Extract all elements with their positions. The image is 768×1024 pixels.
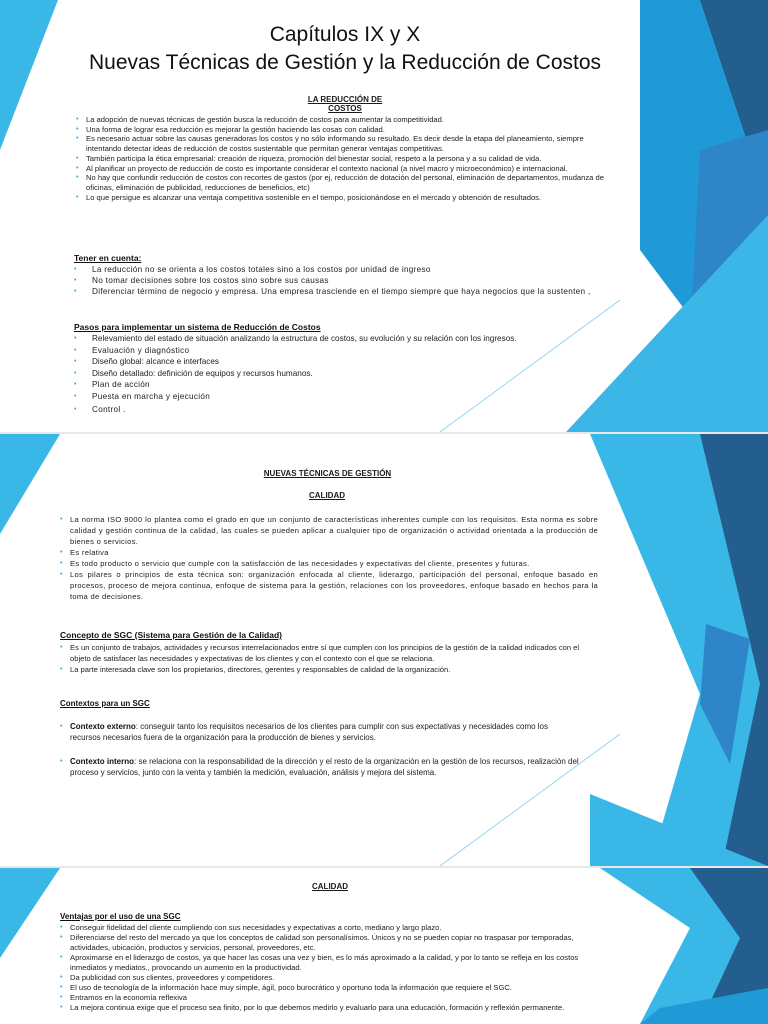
list-item-text: Al planificar un proyecto de reducción de costo es importante considerar el contexto nacional (a nivel macro y microeconómico) e internacional. <box>86 163 568 173</box>
list-item-text: No tomar decisiones sobre los costos sino sobre sus causas <box>92 276 329 285</box>
list-item-text: Diferenciar término de negocio y empresa. Una empresa trasciende en el tiempo siempre que haya negocios que la sustenten , <box>92 287 591 296</box>
section-title: LA REDUCCIÓN DE COSTOS <box>307 95 383 113</box>
bullet-icon: • <box>60 1004 63 1011</box>
bullet-icon: • <box>60 516 63 523</box>
reduccion-bullets <box>76 115 608 202</box>
list-item <box>60 953 600 973</box>
list-item <box>76 164 608 174</box>
list-item <box>60 547 598 558</box>
list-item-text: Da publicidad con sus clientes, proveedores y competidores. <box>70 973 275 982</box>
list-item-text: Entramos en la economía reflexiva <box>70 993 187 1002</box>
list-item-text: Conseguir fidelidad del cliente cumpliendo con sus necesidades y expectativas a corto, mediano y largo plazo. <box>70 923 442 932</box>
slide-calidad-ventajas <box>0 868 768 1024</box>
bullet-icon: • <box>60 723 63 730</box>
list-item-text: Evaluación y diagnóstico <box>92 345 190 355</box>
list-item-text: Puesta en marcha y ejecución <box>92 391 211 401</box>
list-item-text: Es necesario actuar sobre las causas generadoras los costos y no sólo informando su resultado. Es decir desde la etapa del planeamiento, siempre intentando detectar ideas de reducción de costos sustentable que permitan generar ventajas competitivas. <box>86 134 584 154</box>
list-item <box>60 558 598 569</box>
bullet-icon: • <box>74 406 77 413</box>
section-subtitle: CALIDAD <box>309 491 345 500</box>
pasos-list <box>74 333 614 417</box>
bullet-icon: • <box>76 116 79 123</box>
contexto-interno-label: Contexto interno <box>70 757 134 766</box>
list-item-text: Es relativa <box>70 548 109 557</box>
list-item-text: Diseño detallado: definición de equipos y recursos humanos. <box>92 368 313 378</box>
list-item <box>74 379 614 391</box>
list-item <box>74 391 614 403</box>
list-item-text: También participa la ética empresarial: creación de riqueza, promoción del bienestar social, respeto a la persona y a su calidad de vida. <box>86 153 542 163</box>
bullet-icon: • <box>60 560 63 567</box>
list-item <box>60 973 600 983</box>
list-item <box>74 264 594 275</box>
list-item <box>60 664 598 675</box>
list-item-text: Lo que persigue es alcanzar una ventaja competitiva sostenible en el tiempo, posicionándose en el mercado y obtención de resultados. <box>86 192 542 202</box>
bullet-icon: • <box>60 974 63 981</box>
list-item-text: La parte interesada clave son los propietarios, directores, gerentes y responsables de calidad de la organización. <box>70 665 451 674</box>
list-item-text: Control . <box>92 405 126 414</box>
list-item <box>60 642 598 664</box>
list-item-text: Los pilares o principios de esta técnica son: organización enfocada al cliente, liderazgo, participación del personal, enfoque basado en procesos, proceso de mejora continua, enfoque de sistema para la gestión, relaciones con los proveedores, enfoque basado en hechos para la toma de decisiones. <box>70 570 598 601</box>
bullet-icon: • <box>74 392 77 400</box>
list-item-text: No hay que confundir reducción de costos con recortes de gastos (por ej, reducción de dotación del personal, eliminación de departamentos, mudanza de oficinas, eliminación de publicidad, reducciones de beneficios, etc) <box>86 173 604 192</box>
list-item <box>76 125 608 135</box>
slide1-content <box>0 0 768 432</box>
pasos-title: Pasos para implementar un sistema de Reducción de Costos <box>74 322 321 332</box>
contexto-interno <box>60 756 608 778</box>
bullet-icon: • <box>60 644 63 651</box>
list-item <box>74 402 614 417</box>
bullet-icon: • <box>74 369 77 377</box>
list-item-text: Relevamiento del estado de situación analizando la estructura de costos, su evolución y su relación con los ingresos. <box>92 334 517 343</box>
slide-nuevas-tecnicas <box>0 434 768 866</box>
list-item <box>76 173 608 192</box>
tener-list <box>74 264 594 297</box>
tener-title: Tener en cuenta: <box>74 253 142 263</box>
contexto-interno-text: : se relaciona con la responsabilidad de la dirección y el resto de la organización en la gestión de los recursos, realización del proceso y servicios, junto con la venta y también la medición, evaluación, análisis y mejora del sistema. <box>70 757 579 777</box>
list-item <box>74 286 594 297</box>
sgc-title: Concepto de SGC (Sistema para Gestión de la Calidad) <box>60 630 282 640</box>
bullet-icon: • <box>76 135 79 143</box>
list-item <box>76 193 608 203</box>
slide3-content <box>0 868 768 1024</box>
list-item-text: La reducción no se orienta a los costos totales sino a los costos por unidad de ingreso <box>92 265 431 274</box>
bullet-icon: • <box>60 549 63 556</box>
list-item <box>76 134 608 153</box>
ventajas-list <box>60 923 600 1013</box>
list-item-text: La adopción de nuevas técnicas de gestión busca la reducción de costos para aumentar la competitividad. <box>86 115 444 124</box>
list-item <box>60 993 600 1003</box>
bullet-icon: • <box>74 381 77 388</box>
list-item <box>60 933 600 953</box>
list-item-text: La mejora continua exige que el proceso sea finito, por lo que debemos medirlo y evaluarlo para una educación, formación y reflexión permanente. <box>70 1003 565 1012</box>
bullet-icon: • <box>74 277 77 284</box>
list-item <box>74 275 594 286</box>
bullet-icon: • <box>60 924 63 931</box>
list-item <box>74 356 614 368</box>
ventajas-title: Ventajas por el uso de una SGC <box>60 912 181 921</box>
slide2-content <box>0 434 768 866</box>
bullet-icon: • <box>76 154 79 162</box>
bullet-icon: • <box>60 994 63 1001</box>
bullet-icon: • <box>60 666 63 673</box>
list-item <box>60 514 598 547</box>
contextos-title: Contextos para un SGC <box>60 699 150 708</box>
bullet-icon: • <box>74 346 77 354</box>
list-item-text: Es un conjunto de trabajos, actividades y recursos interrelacionados entre sí que cumplen con los principios de la gestión de la calidad indicados con el objeto de satisfacer las necesidades y expectativas de los clientes y con el contexto con el que se relaciona. <box>70 643 580 663</box>
list-item-text: Diferenciarse del resto del mercado ya que los conceptos de calidad son personalísimos. Únicos y no se pueden copiar no traspasar por temporadas, actividades, ubicación, productos y servicios, personal, proveedores, etc. <box>70 933 574 952</box>
list-item <box>60 923 600 933</box>
list-item-text: El uso de tecnología de la información hace muy simple, ágil, poco burocrático y oportuno toda la información que requiere el SGC. <box>70 983 512 992</box>
bullet-icon: • <box>60 571 63 578</box>
contexto-externo-text: : conseguir tanto los requisitos necesarios de los clientes para cumplir con sus expectativas y necesidades como los recursos necesarios fuera de la organización para la producción de bienes y servicios. <box>70 722 549 742</box>
bullet-icon: • <box>74 266 77 273</box>
list-item <box>74 345 614 357</box>
contexto-externo <box>60 721 570 743</box>
list-item <box>74 333 614 345</box>
bullet-icon: • <box>74 358 77 365</box>
bullet-icon: • <box>74 288 77 295</box>
bullet-icon: • <box>60 758 63 765</box>
bullet-icon: • <box>74 335 77 342</box>
list-item <box>76 154 608 164</box>
slide1-title-line1: Capítulos IX y X <box>269 23 421 46</box>
slide1-title-line2: Nuevas Técnicas de Gestión y la Reducción de Costos <box>88 51 602 74</box>
list-item-text: La norma ISO 9000 lo plantea como el grado en que un conjunto de características inherentes cumple con los requisitos. Esta norma es sobre calidad y gestión continua de la calidad, las cuales se pueden aplicar a cualquier tipo de organización o actividad orientada a la producción de bienes o servicios. <box>70 515 598 546</box>
bullet-icon: • <box>76 125 79 133</box>
list-item <box>74 368 614 380</box>
list-item <box>60 569 598 602</box>
slide-reduccion-costos <box>0 0 768 432</box>
bullet-icon: • <box>60 954 63 961</box>
list-item <box>60 1003 600 1013</box>
sgc-list <box>60 642 598 675</box>
list-item-text: Aproximarse en el liderazgo de costos, ya que hacer las cosas una vez y bien, es lo más aproximado a la calidad, y por lo tanto se refleja en los costos inmediatos y mediatos., provocando un aumento en la productividad. <box>70 953 579 972</box>
list-item <box>76 115 608 125</box>
bullet-icon: • <box>60 934 63 941</box>
list-item-text: Diseño global: alcance e interfaces <box>92 357 219 366</box>
section-title: CALIDAD <box>312 882 348 891</box>
bullet-icon: • <box>76 164 79 172</box>
bullet-icon: • <box>76 193 79 201</box>
bullet-icon: • <box>76 174 79 182</box>
list-item-text: Una forma de lograr esa reducción es mejorar la gestión haciendo las cosas con calidad. <box>86 124 385 134</box>
list-item-text: Es todo producto o servicio que cumple con la satisfacción de las necesidades y expectativas del cliente, presentes y futuras. <box>70 559 530 568</box>
list-item-text: Plan de acción <box>92 380 150 389</box>
list-item <box>60 983 600 993</box>
bullet-icon: • <box>60 984 63 991</box>
contexto-externo-label: Contexto externo <box>70 722 136 731</box>
calidad-bullets <box>60 514 598 602</box>
section-title: NUEVAS TÉCNICAS DE GESTIÓN <box>263 469 392 478</box>
